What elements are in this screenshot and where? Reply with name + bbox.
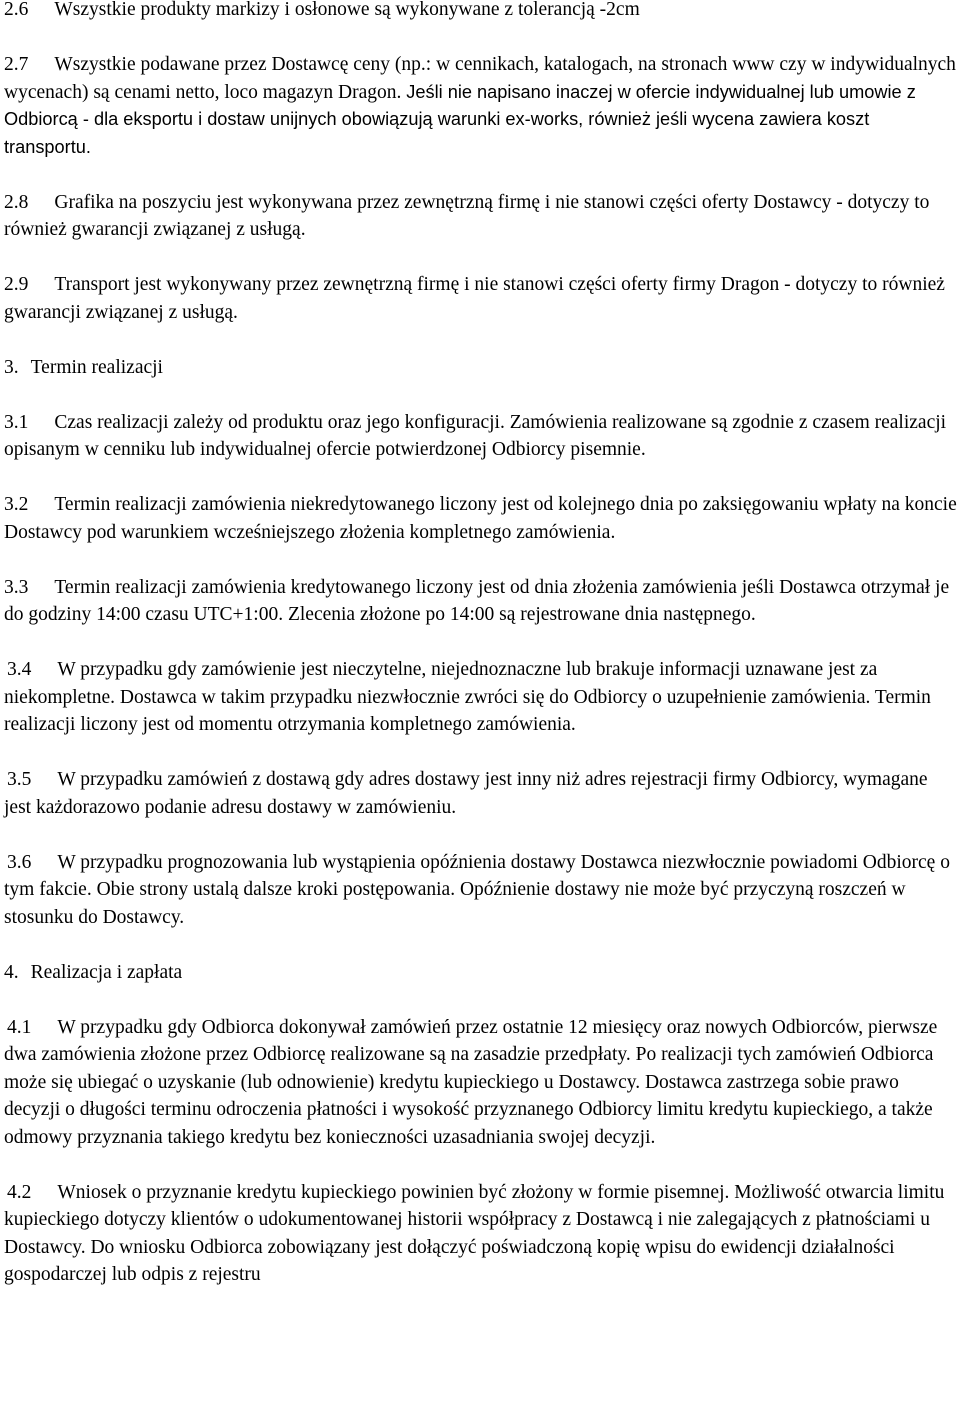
section-text: W przypadku zamówień z dostawą gdy adres dostawy jest inny niż adres rejestracji firmy Odbiorcy, wymagane jest każdorazowo podanie adresu dostawy w zamówieniu. <box>4 769 928 818</box>
section-2-7 <box>4 51 958 161</box>
section-text-sans: Jeśli nie napisano inaczej w ofercie indywidualnej lub umowie z Odbiorcą - dla eksportu i dostaw unijnych obowiązują warunki ex-works, również jeśli wycena zawiera koszt transportu. <box>4 81 916 157</box>
section-3-6 <box>4 849 958 932</box>
section-text: Transport jest wykonywany przez zewnętrzną firmę i nie stanowi części oferty firmy Dragon - dotyczy to również gwarancji związanej z usługą. <box>4 274 945 323</box>
section-text: Wniosek o przyznanie kredytu kupieckiego powinien być złożony w formie pisemnej. Możliwość otwarcia limitu kupieckiego dotyczy klientów o udokumentowanej historii współpracy z Dostawcą i nie zalegających z płatnościami u Dostawcy. Do wniosku Odbiorca zobowiązany jest dołączyć poświadczoną kopię wpisu do ewidencji działalności gospodarczej lub odpis z rejestru <box>4 1181 945 1285</box>
heading-number: 3. <box>4 356 19 378</box>
section-number: 3.2 <box>4 494 29 515</box>
section-2-6 <box>4 0 958 24</box>
section-text: W przypadku gdy zamówienie jest nieczytelne, niejednoznaczne lub brakuje informacji uznawane jest za niekompletne. Dostawca w takim przypadku niezwłocznie zwróci się do Odbiorcy o uzupełnienie zamówienia. Termin realizacji liczony jest od momentu otrzymania kompletnego zamówienia. <box>4 659 931 735</box>
section-4-1 <box>4 1014 958 1152</box>
section-3-4 <box>4 656 958 739</box>
heading-text: Realizacja i zapłata <box>30 961 183 983</box>
section-text: Wszystkie produkty markizy i osłonowe są wykonywane z tolerancją -2cm <box>54 0 640 20</box>
section-text: W przypadku prognozowania lub wystąpienia opóźnienia dostawy Dostawca niezwłocznie powiadomi Odbiorcę o tym fakcie. Obie strony ustalą dalsze kroki postępowania. Opóźnienie dostawy nie może być przyczyną roszczeń w stosunku do Dostawcy. <box>4 851 950 928</box>
section-number: 3.5 <box>7 769 32 790</box>
section-2-8 <box>4 189 958 244</box>
section-number: 2.9 <box>4 274 29 295</box>
section-3-2 <box>4 491 958 546</box>
section-number: 3.3 <box>4 576 29 598</box>
section-3-1 <box>4 409 958 464</box>
section-number: 3.4 <box>7 659 32 680</box>
section-text: Czas realizacji zależy od produktu oraz jego konfiguracji. Zamówienia realizowane są zgodnie z czasem realizacji opisanym w cenniku lub indywidualnej ofercie potwierdzonej Odbiorcy pisemnie. <box>4 411 947 460</box>
document-page <box>4 0 958 1316</box>
section-3-3 <box>4 574 958 629</box>
section-number: 3.1 <box>4 411 29 433</box>
heading-3 <box>4 354 958 382</box>
section-text: Termin realizacji zamówienia kredytowanego liczony jest od dnia złożenia zamówienia jeśli Dostawca otrzymał je do godziny 14:00 czasu UTC+1:00. Zlecenia złożone po 14:00 są rejestrowane dnia następnego. <box>4 576 950 625</box>
section-number: 4.1 <box>7 1016 32 1038</box>
section-number: 4.2 <box>7 1181 32 1203</box>
section-text: W przypadku gdy Odbiorca dokonywał zamówień przez ostatnie 12 miesięcy oraz nowych Odbiorców, pierwsze dwa zamówienia złożone przez Odbiorcę realizowane są na zasadzie przedpłaty. Po realizacji tych zamówień Odbiorca może się ubiegać o uzyskanie (lub odnowienie) kredytu kupieckiego u Dostawcy. Dostawca zastrzega sobie prawo decyzji o długości terminu odroczenia płatności i wysokość przyznanego Odbiorcy limitu kredytu kupieckiego, a także odmowy przyznania takiego kredytu bez konieczności uzasadniania swojej decyzji. <box>4 1016 938 1148</box>
section-text: Grafika na poszyciu jest wykonywana przez zewnętrzną firmę i nie stanowi części oferty Dostawcy - dotyczy to również gwarancji związanej z usługą. <box>4 191 930 240</box>
section-number: 2.7 <box>4 54 29 75</box>
section-number: 3.6 <box>7 851 32 873</box>
section-4-2 <box>4 1179 958 1289</box>
heading-number: 4. <box>4 961 19 983</box>
section-number: 2.6 <box>4 0 29 20</box>
section-text: Wszystkie podawane przez Dostawcę ceny (np.: w cennikach, katalogach, na stronach www czy w indywidualnych wycenach) są cenami netto, loco magazyn Dragon. <box>4 54 956 103</box>
section-2-9 <box>4 271 958 326</box>
section-text: Termin realizacji zamówienia niekredytowanego liczony jest od kolejnego dnia po zaksięgowaniu wpłaty na koncie Dostawcy pod warunkiem wcześniejszego złożenia kompletnego zamówienia. <box>4 494 957 543</box>
heading-4 <box>4 959 958 987</box>
section-number: 2.8 <box>4 191 29 213</box>
heading-text: Termin realizacji <box>30 356 163 378</box>
section-3-5 <box>4 766 958 821</box>
